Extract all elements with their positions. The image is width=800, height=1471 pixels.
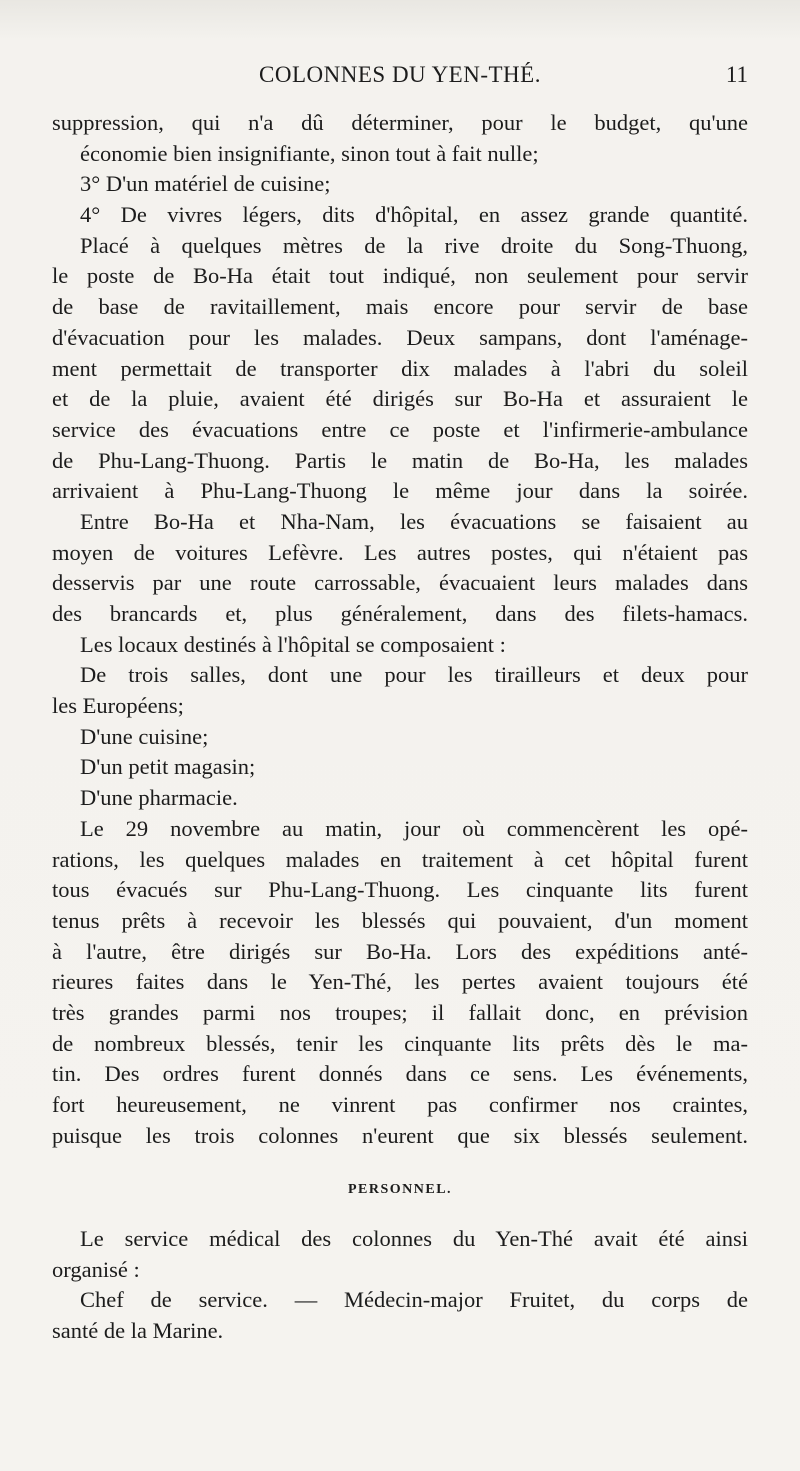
text-line: des brancards et, plus généralement, dans des filets-hamacs. xyxy=(52,601,748,626)
text-line: puisque les trois colonnes n'eurent que six blessés seulement. xyxy=(52,1122,748,1148)
page-header xyxy=(52,62,748,94)
text-line: à l'autre, être dirigés sur Bo-Ha. Lors des expéditions anté- xyxy=(52,938,748,964)
section-heading: PERSONNEL. xyxy=(347,1182,453,1197)
text-line: de base de ravitaillement, mais encore pour servir de base xyxy=(52,294,748,320)
text-line: rieures faites dans le Yen-Thé, les pertes avaient toujours été xyxy=(52,969,748,995)
text-line: et de la pluie, avaient été dirigés sur Bo-Ha et assuraient le xyxy=(52,386,748,412)
text-line: d'évacuation pour les malades. Deux sampans, dont l'aménage- xyxy=(52,324,748,350)
text-line: santé de la Marine. xyxy=(52,1318,224,1344)
text-line: tin. Des ordres furent donnés dans ce sens. Les événements, xyxy=(52,1061,748,1087)
text-line: 3° D'un matériel de cuisine; xyxy=(80,171,331,197)
text-line: D'une pharmacie. xyxy=(80,785,238,811)
text-line: moyen de voitures Lefèvre. Les autres postes, qui n'étaient pas xyxy=(52,539,748,565)
text-line: D'un petit magasin; xyxy=(80,754,256,780)
text-line: très grandes parmi nos troupes; il fallait donc, en prévision xyxy=(52,999,748,1025)
page-number: 11 xyxy=(725,62,748,87)
text-line: économie bien insignifiante, sinon tout à fait nulle; xyxy=(80,140,539,166)
text-line: arrivaient à Phu-Lang-Thuong le même jour dans la soirée. xyxy=(52,478,748,504)
text-line: D'une cuisine; xyxy=(80,723,209,749)
text-line: de nombreux blessés, tenir les cinquante lits prêts dès le ma- xyxy=(52,1030,748,1056)
section-text xyxy=(52,1224,748,1347)
text-line: Le 29 novembre au matin, jour où commencèrent les opé- xyxy=(80,815,748,841)
text-line: ment permettait de transporter dix malades à l'abri du soleil xyxy=(52,355,748,381)
running-title: COLONNES DU YEN-THÉ. xyxy=(259,62,541,87)
text-line: Chef de service. — Médecin-major Fruitet, du corps de xyxy=(80,1287,748,1313)
text-line: le poste de Bo-Ha était tout indiqué, non seulement pour servir xyxy=(52,263,748,289)
text-line: Entre Bo-Ha et Nha-Nam, les évacuations se faisaient au xyxy=(80,508,748,534)
text-line: tous évacués sur Phu-Lang-Thuong. Les cinquante lits furent xyxy=(52,877,748,903)
text-line: 4° De vivres légers, dits d'hôpital, en assez grande quantité. xyxy=(80,202,748,228)
text-line: Le service médical des colonnes du Yen-Thé avait été ainsi xyxy=(80,1226,748,1251)
text-line: organisé : xyxy=(52,1256,140,1282)
text-line: fort heureusement, ne vinrent pas confirmer nos craintes, xyxy=(52,1092,748,1117)
body-text xyxy=(52,108,748,1151)
text-line: les Européens; xyxy=(52,693,184,719)
text-line: service des évacuations entre ce poste et l'infirmerie-ambulance xyxy=(52,416,748,442)
text-line: desservis par une route carrossable, évacuaient leurs malades dans xyxy=(52,570,748,596)
text-line: tenus prêts à recevoir les blessés qui pouvaient, d'un moment xyxy=(52,907,748,933)
text-line: Les locaux destinés à l'hôpital se composaient : xyxy=(80,631,506,657)
text-line: de Phu-Lang-Thuong. Partis le matin de Bo-Ha, les malades xyxy=(52,447,748,473)
text-line: rations, les quelques malades en traitement à cet hôpital furent xyxy=(52,846,748,872)
text-line: Placé à quelques mètres de la rive droite du Song-Thuong, xyxy=(80,232,748,258)
text-line: De trois salles, dont une pour les tirailleurs et deux pour xyxy=(80,662,748,688)
text-line: suppression, qui n'a dû déterminer, pour le budget, qu'une xyxy=(52,110,748,135)
